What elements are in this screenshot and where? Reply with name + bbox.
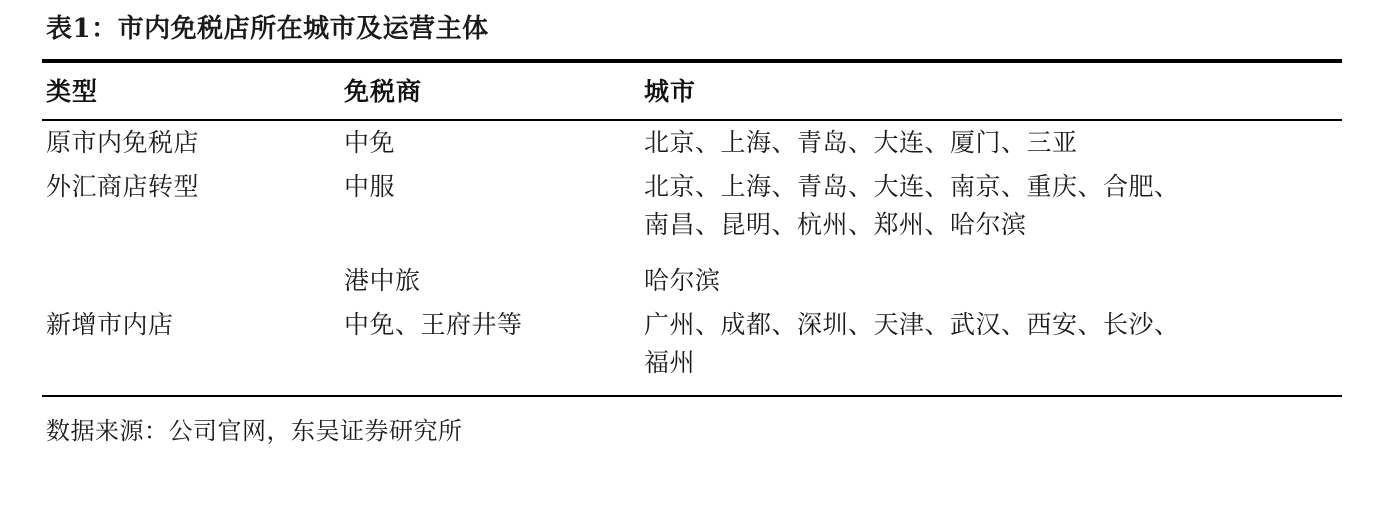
table-row (42, 259, 1342, 303)
column-header-operator: 免税商 (344, 77, 423, 107)
cell-type: 原市内免税店 (46, 128, 200, 158)
cell-cities (640, 303, 1342, 385)
city-line: 哈尔滨 (644, 266, 721, 296)
column-header-type: 类型 (46, 77, 99, 107)
source-note: 数据来源：公司官网，东吴证券研究所 (46, 417, 463, 446)
table-row (42, 303, 1342, 385)
city-line: 福州 (644, 348, 696, 378)
city-line: 北京、上海、青岛、大连、南京、重庆、合肥、 (644, 172, 1180, 202)
city-line: 广州、成都、深圳、天津、武汉、西安、长沙、 (644, 310, 1180, 340)
cell-cities (640, 121, 1342, 165)
table-bottom-rule (42, 395, 1342, 397)
city-line: 南昌、昆明、杭州、郑州、哈尔滨 (644, 210, 1027, 240)
tax-free-store-table (42, 63, 1342, 119)
table-row (42, 165, 1342, 247)
column-header-city: 城市 (644, 77, 697, 107)
cell-type: 新增市内店 (46, 310, 174, 340)
cell-type: 外汇商店转型 (46, 172, 200, 202)
table-header-row (42, 63, 1342, 119)
tax-free-store-table-body (42, 121, 1342, 385)
cell-type (42, 259, 340, 303)
cell-operator: 中免、王府井等 (344, 310, 523, 340)
row-spacer (42, 247, 1342, 259)
table-row (42, 121, 1342, 165)
table-caption: 表1：市内免税店所在城市及运营主体 (46, 14, 489, 44)
cell-operator: 中服 (344, 172, 396, 202)
cell-operator: 中免 (344, 128, 396, 158)
cell-operator: 港中旅 (344, 266, 421, 296)
cell-cities (640, 165, 1342, 247)
cell-cities (640, 259, 1342, 303)
city-line: 北京、上海、青岛、大连、厦门、三亚 (644, 128, 1078, 158)
